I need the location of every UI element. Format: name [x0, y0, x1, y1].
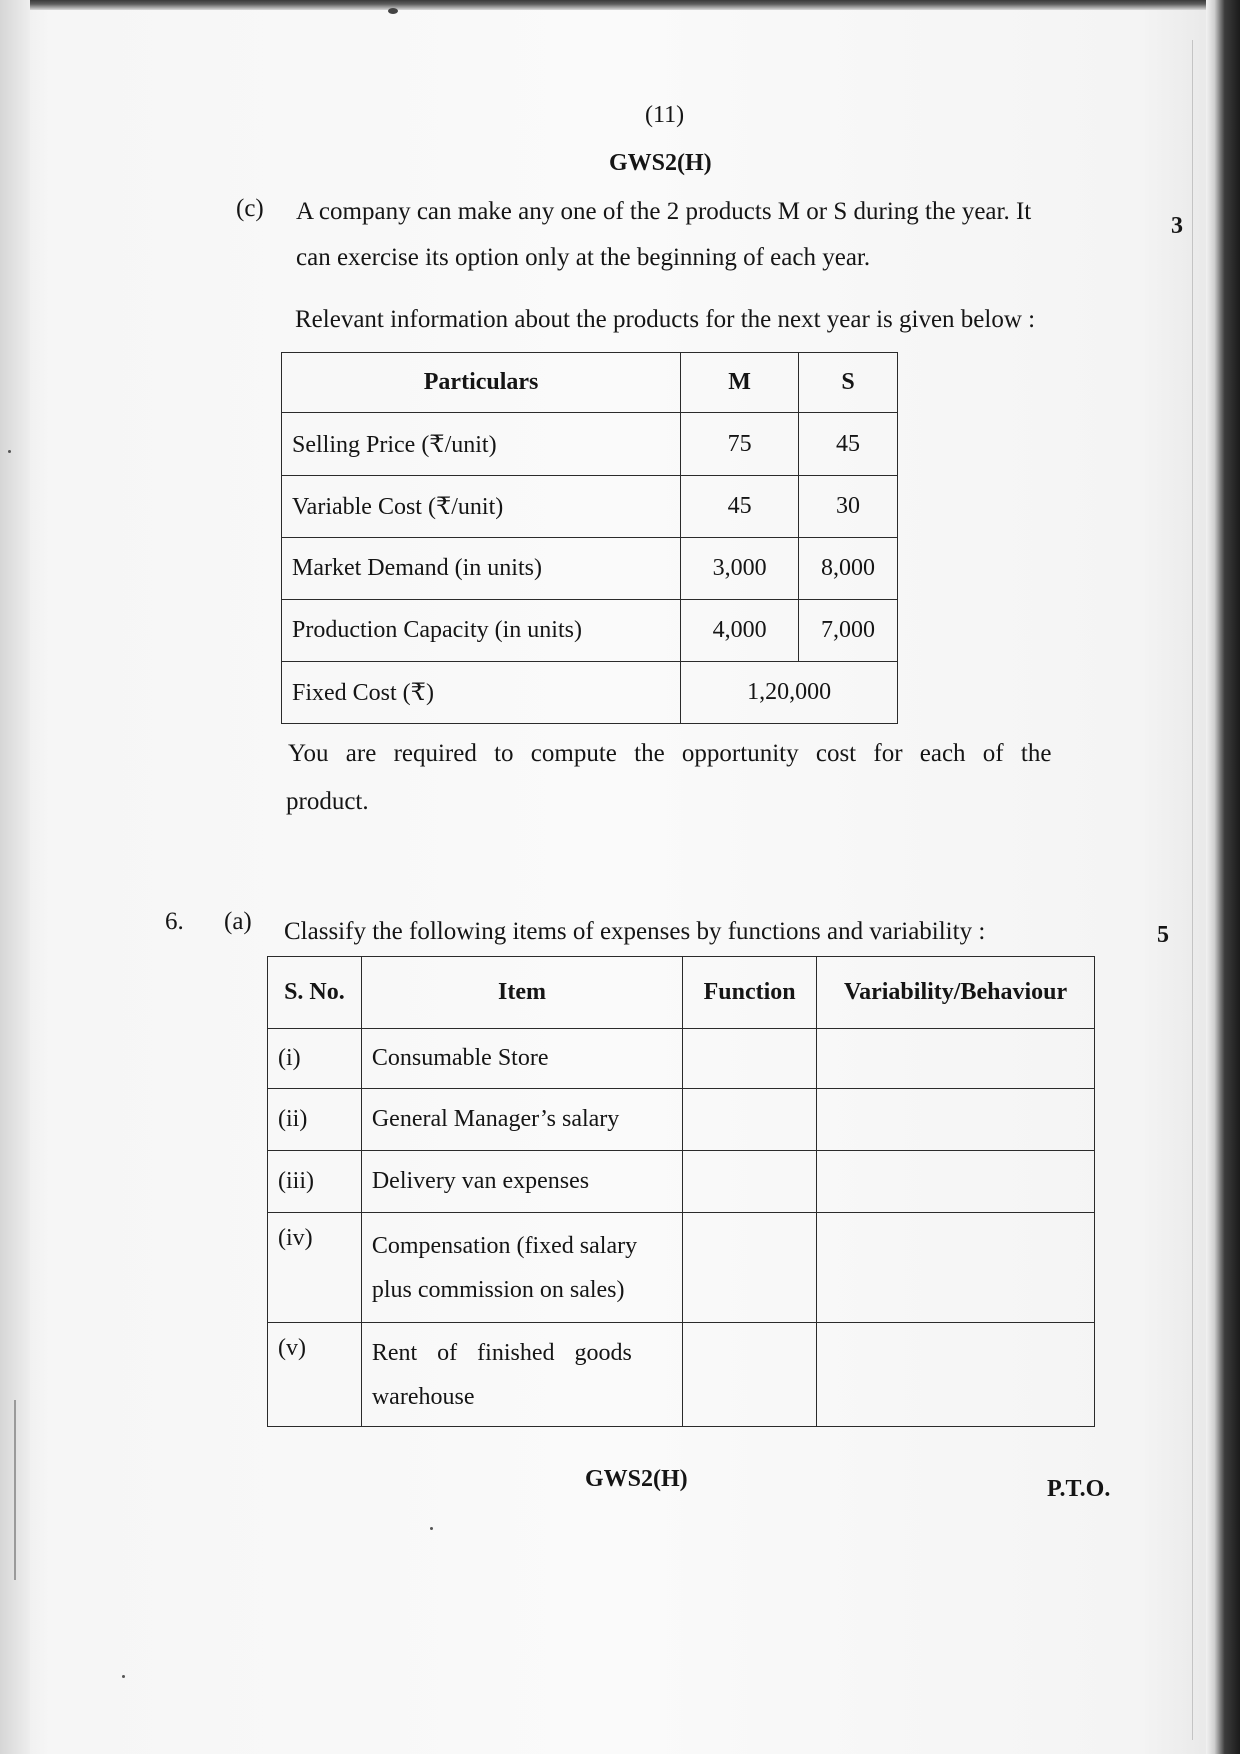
- row-item-line1: Compensation (fixed salary: [371, 1232, 638, 1259]
- table-row: [282, 413, 898, 476]
- row-item-line2: warehouse: [371, 1383, 475, 1410]
- product-table-header-row: [282, 353, 898, 413]
- row-value-m: 3,000: [681, 538, 799, 600]
- row-function-cell: [683, 1323, 817, 1427]
- row-serial-number: (iii): [268, 1151, 362, 1213]
- header-function: Function: [683, 957, 817, 1029]
- table-row: [268, 1213, 1095, 1323]
- row-variability-cell: [817, 1151, 1095, 1213]
- row-value-s: 45: [799, 413, 898, 476]
- row-item-line1: Consumable Store: [371, 1045, 549, 1071]
- row-variability-cell: [817, 1029, 1095, 1089]
- question-label-c: (c): [236, 195, 264, 222]
- row-value-s: 30: [799, 476, 898, 538]
- question-label-a: (a): [224, 908, 252, 935]
- row-particular: Market Demand (in units): [282, 538, 681, 600]
- row-value-s: 8,000: [799, 538, 898, 600]
- fixed-cost-value: 1,20,000: [681, 662, 898, 724]
- table-row: [282, 538, 898, 600]
- row-item: [361, 1151, 682, 1213]
- header-variability: Variability/Behaviour: [817, 957, 1095, 1029]
- row-particular: Selling Price (₹/unit): [282, 413, 681, 476]
- row-variability-cell: [817, 1213, 1095, 1323]
- table-row: [282, 600, 898, 662]
- row-item: [361, 1213, 682, 1323]
- header-particulars: Particulars: [282, 353, 681, 413]
- table-row: [268, 1323, 1095, 1427]
- row-serial-number: (iv): [268, 1213, 362, 1323]
- scan-right-edge: [1206, 0, 1240, 1754]
- scan-left-line: [14, 1400, 16, 1580]
- please-turn-over: P.T.O.: [1047, 1476, 1111, 1502]
- row-serial-number: (i): [268, 1029, 362, 1089]
- row-item-line1: General Manager’s salary: [371, 1106, 620, 1132]
- scan-top-edge: [0, 0, 1240, 10]
- row-item: [361, 1323, 682, 1427]
- question-c-text-line2: can exercise its option only at the beginning of each year.: [296, 244, 871, 271]
- row-function-cell: [683, 1151, 817, 1213]
- question-c-text-line1: A company can make any one of the 2 products M or S during the year. It: [296, 198, 1032, 225]
- header-serial-number: S. No.: [268, 957, 362, 1029]
- row-value-m: 45: [681, 476, 799, 538]
- row-function-cell: [683, 1089, 817, 1151]
- header-product-m: M: [681, 353, 799, 413]
- row-function-cell: [683, 1213, 817, 1323]
- product-info-table: [281, 352, 898, 724]
- paper-code-header: GWS2(H): [609, 150, 712, 176]
- expense-classification-table: [267, 956, 1095, 1427]
- row-serial-number: (ii): [268, 1089, 362, 1151]
- question-c-closing-line1: You are required to compute the opportunity cost for each of the: [288, 740, 1052, 767]
- page-number: (11): [645, 102, 685, 128]
- question-c-marks: 3: [1171, 213, 1183, 239]
- question-6a-marks: 5: [1157, 922, 1169, 948]
- row-variability-cell: [817, 1089, 1095, 1151]
- row-particular: Variable Cost (₹/unit): [282, 476, 681, 538]
- row-particular: Production Capacity (in units): [282, 600, 681, 662]
- fixed-cost-label: Fixed Cost (₹): [282, 662, 681, 724]
- row-value-s: 7,000: [799, 600, 898, 662]
- classification-table-header-row: [268, 957, 1095, 1029]
- header-item: Item: [361, 957, 682, 1029]
- row-serial-number: (v): [268, 1323, 362, 1427]
- row-variability-cell: [817, 1323, 1095, 1427]
- row-value-m: 75: [681, 413, 799, 476]
- question-c-intro: Relevant information about the products for the next year is given below :: [295, 306, 1036, 333]
- row-item-line1: Delivery van expenses: [371, 1168, 590, 1194]
- question-6a-text: Classify the following items of expenses by functions and variability :: [284, 918, 986, 945]
- header-product-s: S: [799, 353, 898, 413]
- fixed-cost-row: [282, 662, 898, 724]
- row-function-cell: [683, 1029, 817, 1089]
- table-row: [282, 476, 898, 538]
- table-row: [268, 1151, 1095, 1213]
- row-item: [361, 1029, 682, 1089]
- row-item: [361, 1089, 682, 1151]
- row-value-m: 4,000: [681, 600, 799, 662]
- scan-page-fold: [1192, 40, 1193, 1740]
- paper-code-footer: GWS2(H): [585, 1466, 688, 1492]
- table-row: [268, 1089, 1095, 1151]
- row-item-line2: plus commission on sales): [371, 1276, 625, 1303]
- row-item-line1: Rent of finished goods: [371, 1339, 632, 1366]
- question-number-6: 6.: [165, 908, 184, 935]
- table-row: [268, 1029, 1095, 1089]
- question-c-closing-line2: product.: [286, 788, 369, 815]
